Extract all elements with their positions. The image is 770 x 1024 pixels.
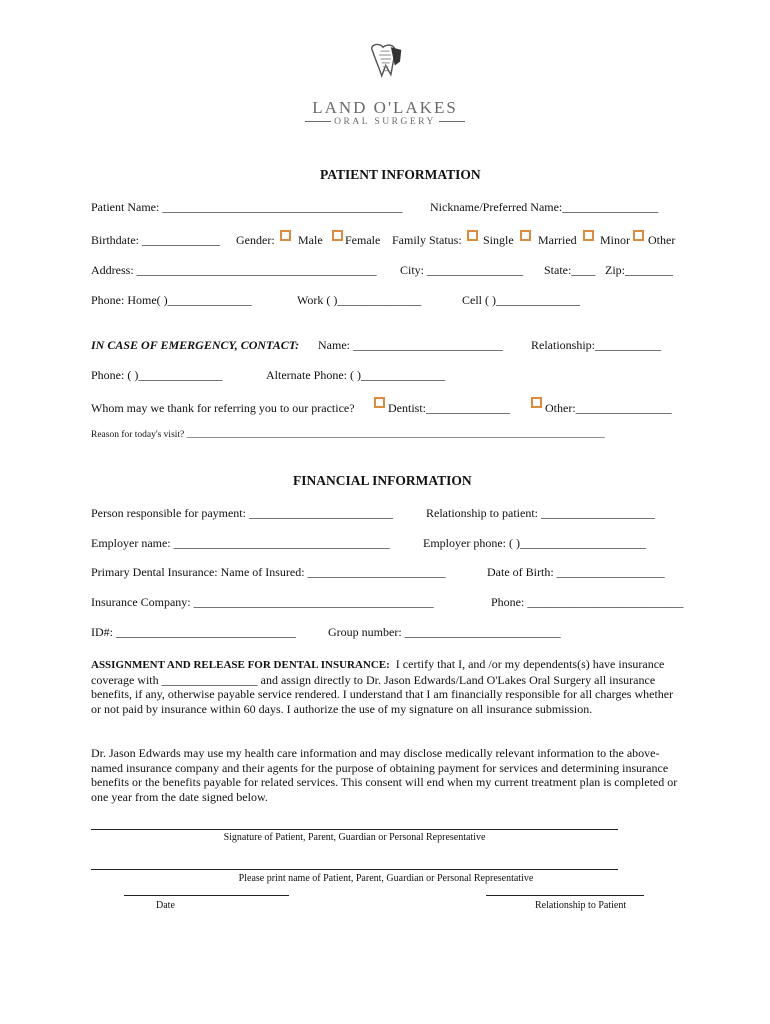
birthdate-field[interactable]: Birthdate: _____________ <box>91 233 220 247</box>
other-status-label: Other <box>648 233 676 247</box>
signature-line[interactable] <box>91 829 618 830</box>
emergency-contact-label: IN CASE OF EMERGENCY, CONTACT: <box>91 338 300 352</box>
consent-paragraph: Dr. Jason Edwards may use my health care information and may disclose medically relevant information to the above-named insurance company and their agents for the purpose of obtaining payment for services and determining insurance benefits or the benefits payable for related services. This consent will end when my current treatment plan is completed or one year from the date signed below. <box>91 746 678 804</box>
dentist-field[interactable]: Dentist:______________ <box>388 401 510 415</box>
male-checkbox[interactable] <box>280 230 291 241</box>
alternate-phone-field[interactable]: Alternate Phone: ( )______________ <box>266 368 445 382</box>
male-label: Male <box>298 233 323 247</box>
employer-phone-field[interactable]: Employer phone: ( )_____________________ <box>423 536 646 550</box>
city-field[interactable]: City: ________________ <box>400 263 524 277</box>
patient-name-field[interactable]: Patient Name: ________________________________________ <box>91 200 403 214</box>
family-status-label: Family Status: <box>392 233 462 247</box>
single-label: Single <box>483 233 514 247</box>
nickname-field[interactable]: Nickname/Preferred Name:________________ <box>430 200 659 214</box>
dentist-checkbox[interactable] <box>374 397 385 408</box>
insurance-company-field[interactable]: Insurance Company: ________________________________________ <box>91 595 434 609</box>
date-of-birth-field[interactable]: Date of Birth: __________________ <box>487 565 665 579</box>
minor-checkbox[interactable] <box>583 230 594 241</box>
id-number-field[interactable]: ID#: ______________________________ <box>91 625 296 639</box>
brand-subtitle <box>300 117 470 127</box>
employer-name-field[interactable]: Employer name: ____________________________________ <box>91 536 390 550</box>
emergency-relationship-field[interactable]: Relationship:___________ <box>531 338 661 352</box>
work-phone-field[interactable]: Work ( )______________ <box>297 293 422 307</box>
single-checkbox[interactable] <box>467 230 478 241</box>
tooth-implant-logo-icon <box>300 42 470 102</box>
relationship-line[interactable] <box>486 895 644 896</box>
female-label: Female <box>345 233 381 247</box>
reason-for-visit-field[interactable]: Reason for today's visit? ________________________________________________________________________________________ <box>91 430 605 440</box>
address-field[interactable]: Address: ________________________________________ <box>91 263 377 277</box>
gender-label: Gender: <box>236 233 275 247</box>
date-line[interactable] <box>124 895 289 896</box>
married-label: Married <box>538 233 577 247</box>
female-checkbox[interactable] <box>332 230 343 241</box>
print-name-line[interactable] <box>91 869 618 870</box>
state-field[interactable]: State:____ <box>544 263 596 277</box>
other-referral-checkbox[interactable] <box>531 397 542 408</box>
financial-info-title: FINANCIAL INFORMATION <box>293 473 472 488</box>
other-referral-field[interactable]: Other:________________ <box>545 401 672 415</box>
brand-subtitle-text: ORAL SURGERY <box>334 117 436 127</box>
assignment-text: I certify that I, and /or my dependents(s) have insurance coverage with ________________ and assign directly to Dr. Jason Edwards/Land O'Lakes Oral Surgery all insurance benefits, if any, otherwise payable service rendered. I understand that I am financially responsible for all charges whether or not paid by insurance within 60 days. I authorize the use of my signature on all insurance submission. <box>91 657 674 716</box>
other-status-checkbox[interactable] <box>633 230 644 241</box>
date-label: Date <box>156 900 175 911</box>
relationship-to-patient-field[interactable]: Relationship to patient: ___________________ <box>426 506 655 520</box>
relationship-to-patient-label: Relationship to Patient <box>535 900 627 911</box>
married-checkbox[interactable] <box>520 230 531 241</box>
brand-name: LAND O'LAKES <box>312 98 458 117</box>
home-phone-field[interactable]: Phone: Home( )______________ <box>91 293 252 307</box>
assignment-paragraph <box>91 657 686 716</box>
print-name-label: Please print name of Patient, Parent, Guardian or Personal Representative <box>238 873 534 884</box>
minor-label: Minor <box>600 233 630 247</box>
zip-field[interactable]: Zip:________ <box>605 263 673 277</box>
insurance-phone-field[interactable]: Phone: __________________________ <box>491 595 684 609</box>
group-number-field[interactable]: Group number: __________________________ <box>328 625 561 639</box>
emergency-phone-field[interactable]: Phone: ( )______________ <box>91 368 223 382</box>
assignment-heading: ASSIGNMENT AND RELEASE FOR DENTAL INSURANCE: <box>91 659 390 671</box>
signature-label: Signature of Patient, Parent, Guardian or Personal Representative <box>223 832 486 843</box>
emergency-name-field[interactable]: Name: _________________________ <box>318 338 503 352</box>
patient-info-title: PATIENT INFORMATION <box>320 167 481 182</box>
referral-question: Whom may we thank for referring you to our practice? <box>91 401 355 415</box>
primary-insurance-field[interactable]: Primary Dental Insurance: Name of Insured: _______________________ <box>91 565 446 579</box>
responsible-person-field[interactable]: Person responsible for payment: ________________________ <box>91 506 393 520</box>
cell-phone-field[interactable]: Cell ( )______________ <box>462 293 580 307</box>
